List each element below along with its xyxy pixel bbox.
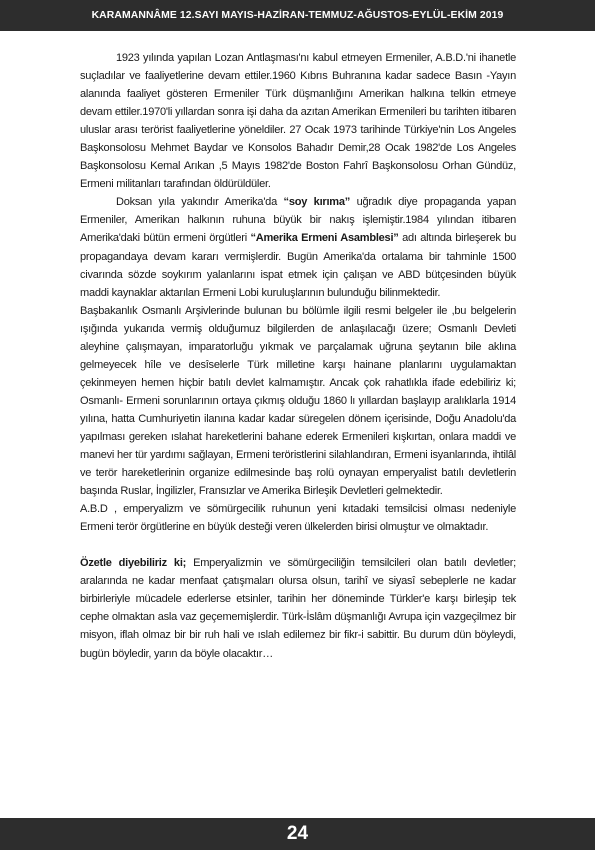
paragraph-2	[80, 193, 516, 301]
paragraph-3: Başbakanlık Osmanlı Arşivlerinde bulunan bu bölümle ilgili resmi belgeler ile ,bu belgelerin ışığında yukarıda vermiş olduğumuz bilgilerden de anlaşılacağı üzere; Osmanlı Devleti aleyhine çalışmayan, imparatorluğu yıkmak ve parçalamak uğruna şeytanın bile aklına gelmeyecek hîle ve desîselerle Türk milletine karşı hainane planlarını uygulamaktan çekinmeyen hemen hiçbir batılı devlet kalmamıştır. Ancak çok rahatlıkla ifade edebiliriz ki; Osmanlı- Ermeni sorunlarının ortaya çıkmış olduğu 1860 lı yıllardan başlayıp aralıklarla 1914 yılına, hatta Cumhuriyetin ilanına kadar kadar süregelen dönem içerisinde, Doğu Anadolu'da yapılması gereken ıslahat hareketlerini bahane ederek Ermenileri kışkırtan, onlara maddi ve manevi her tür yardımı sağlayan, Ermeni teröristlerini silahlandıran, Ermeni isyanlarında, ihtilâl ve terör hareketlerinin organize edilmesinde baş rolü oynayan emperyalist batılı devletlerin başında Ruslar, İngilizler, Fransızlar ve Amerika Birleşik Devletleri gelmektedir.	[80, 304, 516, 498]
paragraph-2-text-e: adı altında birleşerek bu propagandaya devam kararı vermişlerdir. Bugün Amerika'da ortalama bir tahminle 1500 civarında sözde soykırım yalanlarını ispat etmek için çalışan ve ABD bütçesinden büyük maddi kaynaklar aktarılan Ermeni Lobi kuruluşlarının bulunduğu bilinmektedir.	[80, 232, 516, 299]
summary-text: Emperyalizmin ve sömürgeciliğin temsilcileri olan batılı devletler; aralarında ne kadar menfaat çatışmaları olursa olsun, tarihî ve siyasî sebeplerle ne kadar birbirleriyle mücadele ederlerse etsinler, tarihin her döneminde Türkler'e karşı birleşip tek cephe olmaktan asla vaz geçememişlerdir. Türk-İslâm düşmanlığı Avrupa için vazgeçilmez bir misyon, iflah olmaz bir bir ruh hali ve ıslah edilemez bir fikr-i sabittir. Bu durum dün böyleydi, bugün böyledir, yarın da böyle olacaktır…	[80, 557, 516, 660]
paragraph-2-text-a: Doksan yıla yakındır Amerika'da	[116, 196, 284, 209]
page-number: 24	[286, 823, 309, 844]
paragraph-spacer	[80, 536, 516, 554]
footer-bar	[0, 818, 595, 850]
emphasis-soy-kirima: “soy kırıma”	[283, 196, 351, 209]
article-body	[80, 49, 516, 663]
paragraph-5	[80, 554, 516, 662]
header-title: KARAMANNÂME 12.SAYI MAYIS-HAZİRAN-TEMMUZ-AĞUSTOS-EYLÜL-EKİM 2019	[91, 10, 504, 21]
paragraph-2-text-c: uğradık diye propaganda yapan Ermeniler, Amerikan halkının ruhuna büyük bir nakış işlemiştir.1984 yılından itibaren Amerika'daki bütün ermeni örgütleri	[80, 196, 516, 245]
paragraph-1: 1923 yılında yapılan Lozan Antlaşması'nı kabul etmeyen Ermeniler, A.B.D.'ni ihanetle suçladılar ve faaliyetlerine devam ettiler.1960 Kıbrıs Buhranına kadar sadece Basın -Yayın alanında faaliyet gösteren Ermeniler Türk düşmanlığını Amerikan halkına telkin etmeye devam ettiler.1970'li yıllardan sonra işi daha da azıtan Amerikan Ermenileri bu tarihten itibaren uluslar arası terörist faaliyetlerine yöneldiler. 27 Ocak 1973 tarihinde Türkiye'nin Los Angeles Başkonsolosu Mehmet Baydar ve Konsolos Bahadır Demir,28 Ocak 1982'de Los Angeles Başkonsolosu Kemal Arıkan ,5 Mayıs 1982'de Boston Fahrî Başkonsolosu Orhan Gündüz, Ermeni militanları tarafından öldürüldüler.	[80, 52, 516, 191]
paragraph-4: A.B.D , emperyalizm ve sömürgecilik ruhunun yeni kıtadaki temsilcisi olması nedeniyle Ermeni terör örgütlerine en büyük desteği veren ülkelerden birisi olmuştur ve olmaktadır.	[80, 503, 516, 534]
emphasis-asamble: “Amerika Ermeni Asamblesi”	[250, 232, 399, 245]
summary-lead: Özetle diyebiliriz ki;	[80, 557, 187, 570]
header-bar	[0, 0, 595, 31]
